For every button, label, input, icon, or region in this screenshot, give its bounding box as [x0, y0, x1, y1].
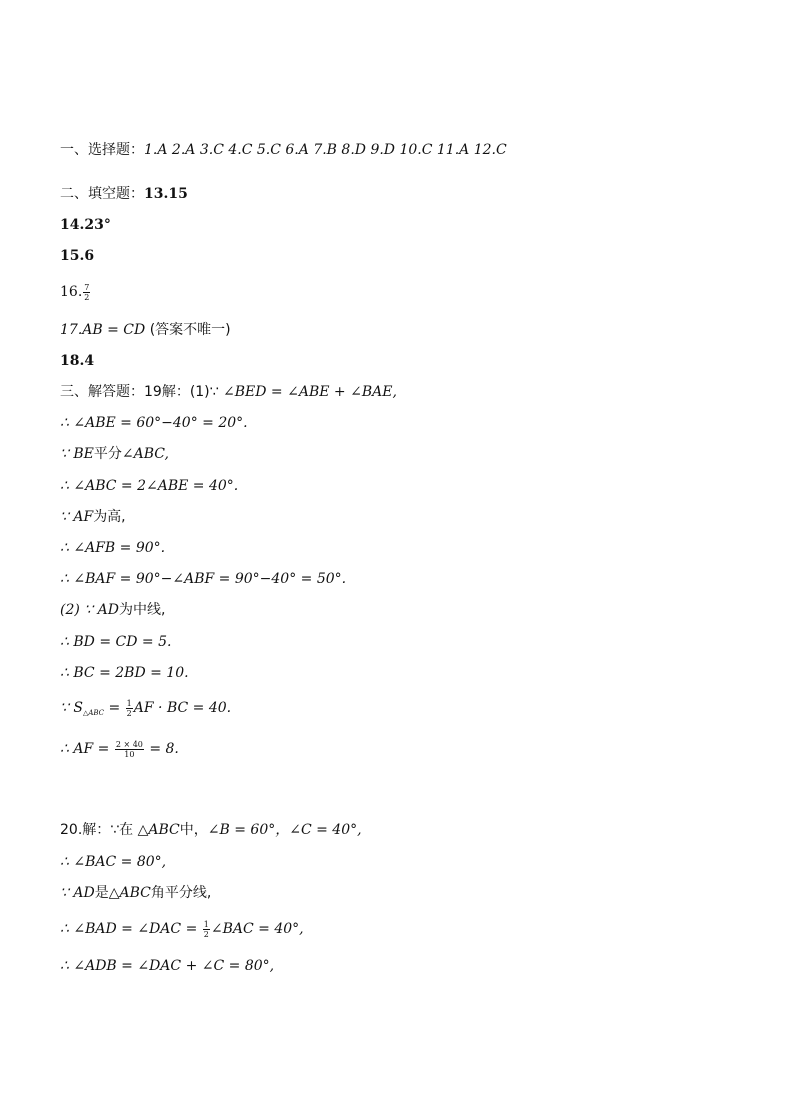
answer-14-text: 14.23° — [60, 217, 111, 233]
answer-15 — [60, 246, 94, 266]
section1-answers: 1.A 2.A 3.C 4.C 5.C 6.A 7.B 8.D 9.D 10.C 11.A 12.C — [144, 142, 507, 158]
answer-17-expr: 17.AB = CD — [60, 322, 146, 338]
q19-intro: 19解：(1)∵ — [144, 384, 224, 400]
q19-line7: ∴ ∠BAF = 90°−∠ABF = 90°−40° = 50°. — [60, 571, 347, 587]
fraction-16-den: 2 — [84, 292, 90, 302]
q20-line3-b: 是 — [94, 885, 109, 901]
q20-line3-c: △ABC — [108, 885, 151, 901]
answer-18 — [60, 351, 94, 371]
q19-line11-c: AF · BC = 40. — [133, 700, 232, 716]
q19-line12-b: = 8. — [144, 741, 179, 757]
q20-line1-d: ∠B = 60°，∠C = 40°, — [207, 822, 362, 838]
q19-line5-a: ∵ AF — [60, 509, 94, 525]
q19-line3 — [60, 444, 169, 464]
section3-line — [60, 382, 397, 402]
answer-16-prefix: 16. — [60, 284, 83, 300]
q19-line12-a: ∴ AF = — [60, 741, 114, 757]
fraction-19-af — [115, 740, 144, 759]
q20-line4-a: ∴ ∠BAD = ∠DAC = — [60, 921, 202, 937]
q19-line3-a: ∵ BE — [60, 446, 94, 462]
q20-line1 — [60, 820, 362, 840]
q19-line3-b: 平分 — [93, 446, 122, 462]
q19-line12 — [60, 739, 179, 759]
q19-line5 — [60, 507, 126, 527]
q19-line4: ∴ ∠ABC = 2∠ABE = 40°. — [60, 478, 239, 494]
answer-14 — [60, 215, 111, 235]
answer-17-note: (答案不唯一) — [149, 322, 231, 338]
q19-line1: ∠BED = ∠ABE + ∠BAE, — [223, 384, 397, 400]
fraction-19-half-den: 2 — [126, 708, 132, 718]
q19-line2: ∴ ∠ABE = 60°−40° = 20°. — [60, 415, 248, 431]
q19-line11-b: = — [104, 700, 125, 716]
section3-label: 三、解答题： — [60, 384, 144, 400]
q19-line8-a: (2) ∵ AD — [60, 602, 119, 618]
q19-line3-c: ∠ABC, — [121, 446, 169, 462]
q20-line4 — [60, 919, 304, 939]
fraction-20-half-num: 1 — [203, 919, 209, 929]
q19-line11 — [60, 698, 231, 723]
section2-line — [60, 184, 188, 204]
q20-line3-a: ∵ AD — [60, 885, 95, 901]
q19-line5-b: 为高, — [93, 509, 126, 525]
q19-line11-sub: △ABC — [82, 709, 105, 717]
section1-line — [60, 140, 507, 160]
q20-line4-b: ∠BAC = 40°, — [210, 921, 304, 937]
q20-line1-b: △ABC — [137, 822, 180, 838]
q20-line1-c: 中， — [179, 822, 208, 838]
fraction-19-af-num: 2 × 40 — [115, 739, 143, 749]
fraction-16-num: 7 — [84, 282, 90, 292]
fraction-16 — [83, 283, 90, 302]
q20-line5: ∴ ∠ADB = ∠DAC + ∠C = 80°, — [60, 958, 275, 974]
q19-line10: ∴ BC = 2BD = 10. — [60, 665, 189, 681]
answer-18-text: 18.4 — [60, 353, 95, 369]
q20-line1-a: 20.解：∵在 — [60, 822, 138, 838]
fraction-20-half — [203, 920, 210, 939]
q20-line2: ∴ ∠BAC = 80°, — [60, 854, 167, 870]
answer-17 — [60, 320, 231, 340]
fraction-19-half — [126, 699, 133, 718]
section2-label: 二、填空题： — [60, 186, 144, 202]
answer-16 — [60, 282, 91, 302]
section1-label: 一、选择题： — [60, 142, 144, 158]
q19-line6: ∴ ∠AFB = 90°. — [60, 540, 166, 556]
fraction-19-af-den: 10 — [124, 749, 135, 759]
q19-line11-a: ∵ S — [60, 700, 83, 716]
fraction-20-half-den: 2 — [203, 929, 209, 939]
fraction-19-half-num: 1 — [126, 698, 132, 708]
q19-line9: ∴ BD = CD = 5. — [60, 634, 172, 650]
q19-line8 — [60, 600, 165, 620]
answer-15-text: 15.6 — [60, 248, 95, 264]
q20-line3-d: 角平分线, — [150, 885, 212, 901]
q19-line8-b: 为中线, — [118, 602, 166, 618]
answer-13: 13.15 — [144, 186, 188, 202]
q20-line3 — [60, 883, 211, 903]
